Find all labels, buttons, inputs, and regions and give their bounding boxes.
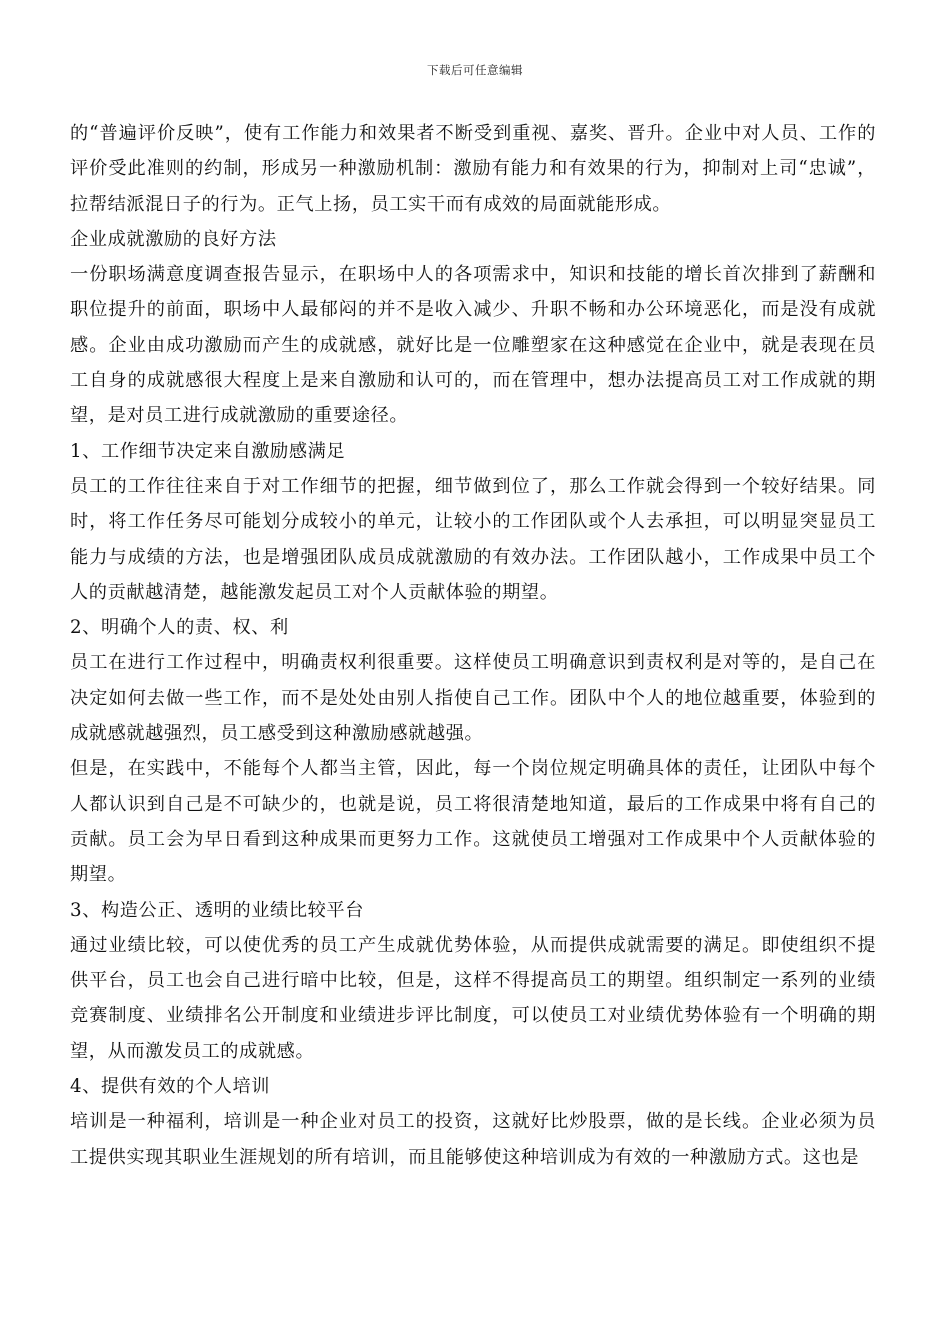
paragraph-2a: 员工在进行工作过程中，明确责权利很重要。这样使员工明确意识到责权利是对等的，是自己在决定如何去做一些工作，而不是处处由别人指使自己工作。团队中个人的地位越重要，体验到的成就感就越强烈，员工感受到这种激励感就越强。 (70, 652, 876, 745)
section-heading-methods: 企业成就激励的良好方法 (70, 228, 277, 250)
paragraph-1: 员工的工作往往来自于对工作细节的把握，细节做到位了，那么工作就会得到一个较好结果。同时，将工作任务尽可能划分成较小的单元，让较小的工作团队或个人去承担，可以明显突显员工能力与成绩的方法，也是增强团队成员成就激励的有效办法。工作团队越小，工作成果中员工个人的贡献越清楚，越能激发起员工对个人贡献体验的期望。 (70, 475, 876, 603)
subheading-1: 1、工作细节决定来自激励感满足 (70, 440, 346, 462)
paragraph-intro-continuation: 的“普遍评价反映”，使有工作能力和效果者不断受到重视、嘉奖、晋升。企业中对人员、工作的评价受此准则的约制，形成另一种激励机制：激励有能力和有效果的行为，抑制对上司“忠诚”，拉帮结派混日子的行为。正气上扬，员工实干而有成效的局面就能形成。 (70, 123, 876, 215)
paragraph-survey: 一份职场满意度调查报告显示，在职场中人的各项需求中，知识和技能的增长首次排到了薪酬和职位提升的前面，职场中人最郁闷的并不是收入减少、升职不畅和办公环境恶化，而是没有成就感。企业由成功激励而产生的成就感，就好比是一位雕塑家在这种感觉在企业中，就是表现在员工自身的成就感很大程度上是来自激励和认可的，而在管理中，想办法提高员工对工作成就的期望，是对员工进行成就激励的重要途径。 (70, 264, 876, 427)
document-body (70, 116, 876, 1175)
subheading-4: 4、提供有效的个人培训 (70, 1076, 271, 1098)
subheading-2: 2、明确个人的责、权、利 (70, 617, 289, 639)
paragraph-2b: 但是，在实践中，不能每个人都当主管，因此，每一个岗位规定明确具体的责任，让团队中每个人都认识到自己是不可缺少的，也就是说，员工将很清楚地知道，最后的工作成果中将有自己的贡献。员工会为早日看到这种成果而更努力工作。这就使员工增强对工作成果中个人贡献体验的期望。 (70, 758, 876, 886)
paragraph-3: 通过业绩比较，可以使优秀的员工产生成就优势体验，从而提供成就需要的满足。即使组织不提供平台，员工也会自己进行暗中比较，但是，这样不得提高员工的期望。组织制定一系列的业绩竞赛制度、业绩排名公开制度和业绩进步评比制度，可以使员工对业绩优势体验有一个明确的期望，从而激发员工的成就感。 (70, 934, 876, 1062)
page-header: 下载后可任意编辑 (427, 63, 523, 77)
subheading-3: 3、构造公正、透明的业绩比较平台 (70, 899, 364, 921)
paragraph-4: 培训是一种福利，培训是一种企业对员工的投资，这就好比炒股票，做的是长线。企业必须为员工提供实现其职业生涯规划的所有培训，而且能够使这种培训成为有效的一种激励方式。这也是 (70, 1111, 876, 1168)
